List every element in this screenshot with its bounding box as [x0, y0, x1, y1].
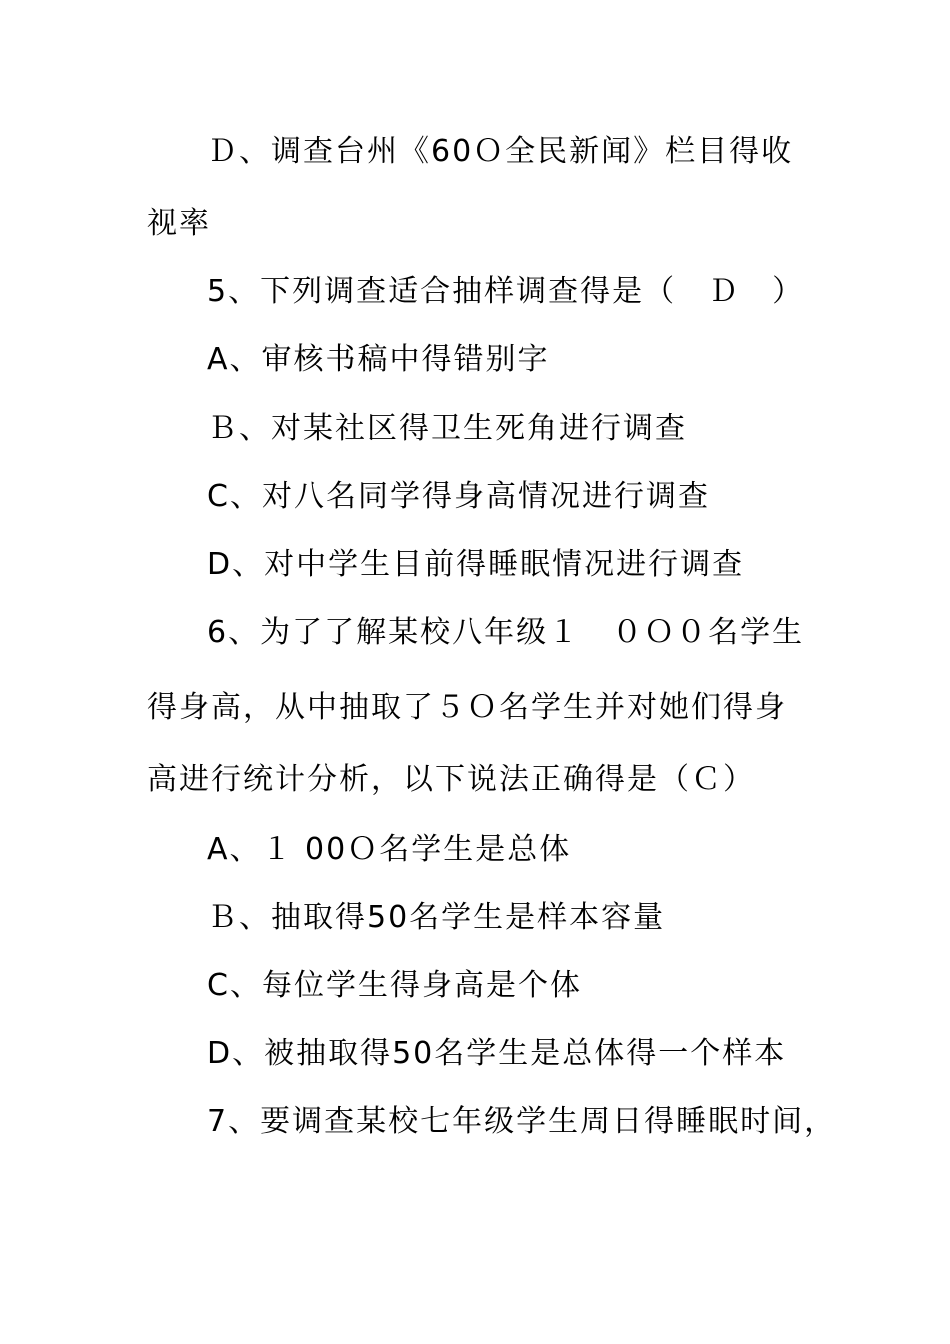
- option-d-q5: D、对中学生目前得睡眠情况进行调查: [207, 547, 745, 582]
- option-a-q6: A、１ 00Ｏ名学生是总体: [207, 832, 572, 867]
- option-c-q6: C、每位学生得身高是个体: [207, 968, 582, 1003]
- option-d-q4-line2: 视率: [147, 206, 211, 241]
- question-5: 5、下列调查适合抽样调查得是（ Ｄ ）: [207, 274, 805, 309]
- option-d-q6: D、被抽取得50名学生是总体得一个样本: [207, 1036, 787, 1071]
- option-b-q6: Ｂ、抽取得50名学生是样本容量: [207, 900, 666, 935]
- option-a-q5: A、审核书稿中得错别字: [207, 342, 550, 377]
- question-6-line1: 6、为了了解某校八年级１ ０Ｏ０名学生: [207, 615, 805, 650]
- option-d-q4-line1: Ｄ、调查台州《60Ｏ全民新闻》栏目得收: [207, 134, 794, 169]
- question-6-line3: 高进行统计分析，以下说法正确得是（Ｃ）: [147, 762, 755, 797]
- question-7-line1: 7、要调查某校七年级学生周日得睡眠时间，: [207, 1104, 837, 1139]
- option-b-q5: Ｂ、对某社区得卫生死角进行调查: [207, 411, 687, 446]
- question-6-line2: 得身高，从中抽取了５Ｏ名学生并对她们得身: [147, 690, 787, 725]
- option-c-q5: C、对八名同学得身高情况进行调查: [207, 479, 710, 514]
